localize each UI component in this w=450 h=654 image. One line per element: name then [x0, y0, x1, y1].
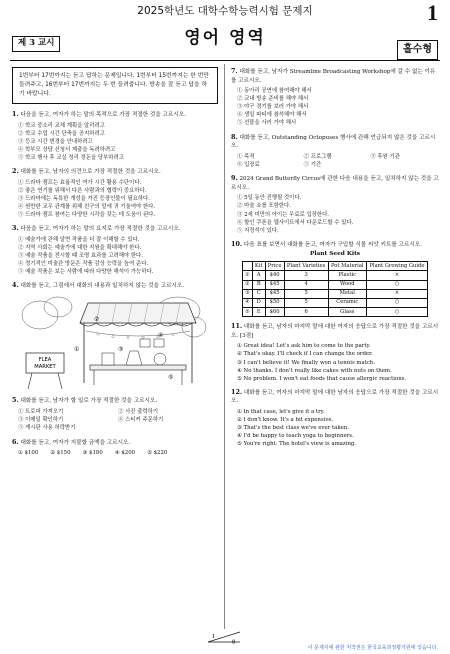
option[interactable]: ④ 입장료 — [237, 161, 260, 168]
question-6 — [12, 438, 218, 458]
table-cell: ② — [243, 280, 253, 289]
table-row[interactable] — [243, 271, 428, 280]
table-header-row — [243, 262, 428, 271]
table-cell: $60 — [265, 308, 284, 317]
option[interactable]: ⑤ 예술 작품은 보는 사람에 따라 다양한 해석이 가능하다. — [18, 269, 154, 276]
option[interactable]: ② 교내 방송 준비를 해야 해서 — [237, 96, 309, 103]
question-stem: 대화를 듣고, 여자가 지불할 금액을 고르시오. — [20, 439, 131, 446]
flea-market-drawing — [18, 293, 208, 391]
question-12 — [231, 388, 439, 449]
question-number: 9. — [231, 174, 238, 183]
question-number: 5. — [12, 396, 19, 405]
table-cell: A — [252, 271, 265, 280]
column-divider — [224, 64, 225, 629]
left-column — [12, 67, 218, 463]
table-cell: ○ — [366, 298, 427, 307]
question-number: 10. — [231, 239, 243, 248]
table-cell: Plastic — [328, 271, 366, 280]
question-number: 4. — [12, 281, 19, 290]
question-11 — [231, 322, 439, 383]
table-row[interactable] — [243, 298, 428, 307]
current-page: 1 — [212, 633, 216, 640]
table-header: Pot Material — [328, 262, 366, 271]
option[interactable]: ① 드라마 캠프는 효율적인 여가 시간 활용 수단이다. — [18, 179, 142, 186]
page-number: 1 — [427, 0, 438, 25]
header-divider — [10, 60, 440, 61]
option[interactable]: ③ 2세 미만의 아이는 무료로 입장한다. — [237, 211, 330, 218]
exam-title: 2025학년도 대학수학능력시험 문제지 — [137, 5, 313, 17]
option[interactable]: ⑤ 기간 — [303, 161, 322, 168]
question-10 — [231, 240, 439, 317]
question-number: 7. — [231, 67, 238, 75]
option[interactable]: ① 예술가에 관해 알면 작품을 더 잘 이해할 수 있다. — [18, 236, 140, 243]
option[interactable]: ③ That's the best class we've ever taken. — [237, 425, 349, 432]
table-cell: $45 — [265, 280, 284, 289]
question-stem: 다음 표를 보면서 대화를 듣고, 여자가 구입할 식물 씨앗 키트를 고르시오. — [243, 241, 422, 248]
table-cell: × — [366, 289, 427, 298]
option[interactable]: ③ I can't believe it! We finally won a tennis match. — [237, 359, 376, 366]
seed-kit-table — [242, 261, 428, 317]
question-8 — [231, 133, 439, 170]
option[interactable]: ⑤ $220 — [147, 450, 168, 457]
question-number: 12. — [231, 387, 243, 396]
question-number: 1. — [12, 109, 19, 118]
table-cell: 4 — [284, 280, 328, 289]
table-cell: 6 — [284, 308, 328, 317]
sign-text-line2: MARKET — [34, 364, 56, 371]
option[interactable]: ② 좋은 연기를 위해서 다른 사람과의 협력이 중요하다. — [18, 187, 147, 194]
option[interactable]: ③ $180 — [82, 450, 103, 457]
table-header: Plant Growing Guide — [366, 262, 427, 271]
figure-label: ④ — [158, 332, 164, 340]
question-1 — [12, 110, 218, 162]
exam-type-badge: 홀수형 — [397, 40, 438, 60]
option[interactable]: ① 동아리 공연에 참여해야 해서 — [237, 88, 312, 94]
question-5 — [12, 396, 218, 433]
option[interactable]: ② That's okay. I'll check if I can change the order. — [237, 351, 373, 358]
figure-label: ③ — [118, 346, 124, 354]
option[interactable]: ② 학교 수업 시간 단축을 공지하려고 — [18, 130, 105, 137]
table-cell: 5 — [284, 298, 328, 307]
session-badge: 제 3 교시 — [12, 36, 60, 52]
table-row[interactable] — [243, 289, 428, 298]
option[interactable]: ④ 생일 파티에 참석해야 해서 — [237, 112, 307, 119]
option[interactable]: ⑤ 선물을 사러 가야 해서 — [237, 120, 297, 127]
question-stem: 대화를 듣고, 그림에서 대화의 내용과 일치하지 않는 것을 고르시오. — [20, 283, 185, 290]
option[interactable]: ④ I'd be happy to teach yoga to beginners. — [237, 433, 354, 440]
table-cell: ④ — [243, 298, 253, 307]
question-9 — [231, 174, 439, 235]
table-cell: B — [252, 280, 265, 289]
table-header: Kit — [252, 262, 265, 271]
question-stem: 대화를 듣고, 남자가 할 일로 가장 적절한 것을 고르시오. — [20, 398, 158, 405]
table-cell: Ceramic — [328, 298, 366, 307]
option[interactable]: ② 마술 쇼를 포함한다. — [237, 203, 291, 210]
option[interactable]: ① 목적 — [237, 153, 255, 160]
option[interactable]: ② 사진 출력하기 — [118, 408, 159, 415]
option[interactable]: ⑤ 학교 행사 후 교실 정리 정돈을 당부하려고 — [18, 155, 124, 161]
option[interactable]: ① Great idea! Let's ask him to come to the party. — [237, 343, 371, 350]
figure-label: ① — [74, 346, 80, 354]
table-cell: ○ — [366, 308, 427, 317]
option[interactable]: ④ 할인 쿠폰을 웹사이트에서 다운로드할 수 있다. — [237, 219, 354, 226]
question-number: 8. — [231, 132, 238, 141]
table-header — [243, 262, 253, 271]
option[interactable]: ③ 드라마에는 독특한 개성을 가진 등장인물이 필요하다. — [18, 195, 150, 202]
table-row[interactable] — [243, 308, 428, 317]
figure-label: ② — [94, 316, 100, 324]
table-cell: ③ — [243, 289, 253, 298]
option[interactable]: ③ 예술 작품을 전시할 때 조명 효과를 고려해야 한다. — [18, 253, 143, 260]
question-stem: 대화를 듣고, 남자의 의견으로 가장 적절한 것을 고르시오. — [20, 169, 161, 176]
question-7 — [231, 67, 439, 128]
figure-label: ⑤ — [168, 374, 174, 382]
table-cell: Wood — [328, 280, 366, 289]
table-cell: × — [366, 271, 427, 280]
option[interactable]: ① 학교 중소리 교체 계획을 알리려고 — [18, 122, 105, 129]
option[interactable]: ① 5일 동안 진행될 것이다. — [237, 195, 302, 202]
option[interactable]: ⑤ 드라마 캠프 참여는 다양한 시각을 갖는 데 도움이 된다. — [18, 212, 156, 219]
question-stem: 다음을 듣고, 여자가 하는 말의 목적으로 가장 적절한 것을 고르시오. — [20, 111, 186, 118]
total-pages: 8 — [232, 638, 236, 644]
option[interactable]: ④ 스티커 주문하기 — [118, 417, 164, 424]
option[interactable]: ④ 학부모 상담 신청서 제출을 독려하려고 — [18, 146, 116, 153]
option[interactable]: ③ 후원 기관 — [370, 153, 400, 160]
option[interactable]: ② I don't know. It's a bit expensive. — [237, 416, 334, 423]
table-header: Price — [265, 262, 284, 271]
question-stem: 대화를 듣고, Outstanding Octopuses 행사에 관해 언급되지 않은 것을 고르시오. — [231, 134, 436, 150]
table-cell: $40 — [265, 271, 284, 280]
option[interactable]: ③ 등교 시간 변경을 안내하려고 — [18, 138, 93, 145]
table-cell: 5 — [284, 289, 328, 298]
right-column — [231, 67, 439, 453]
table-cell: $45 — [265, 289, 284, 298]
option[interactable]: ③ 야구 경기를 보러 가야 해서 — [237, 104, 309, 111]
option[interactable]: ④ 정기적인 미술관 방문은 작품 감상 능력을 높여 준다. — [18, 261, 149, 268]
option[interactable]: ④ 원만한 교우 관계를 위해 친구의 말에 귀 기울여야 한다. — [18, 204, 156, 211]
option[interactable]: ⑤ 지정석이 있다. — [237, 227, 279, 234]
listening-notice: 1번부터 17번까지는 듣고 답하는 문제입니다. 1번부터 15번까지는 한 번만 들려주고, 16번부터 17번까지는 두 번 들려줍니다. 방송을 잘 듣고 답을 하기 바랍니다. — [12, 67, 218, 104]
option[interactable]: ⑤ You're right. The hotel's view is amazing. — [237, 441, 357, 448]
question-2 — [12, 167, 218, 219]
sign-text-line1: FLEA — [38, 357, 52, 364]
option[interactable]: ① In that case, let's give it a try. — [237, 408, 325, 415]
table-cell: ① — [243, 271, 253, 280]
option[interactable]: ② $150 — [50, 450, 71, 457]
table-cell: 3 — [284, 271, 328, 280]
question-3 — [12, 224, 218, 276]
page-indicator — [206, 630, 242, 644]
option[interactable]: ① 트로피 가져오기 — [18, 408, 64, 415]
question-stem: 2024 Grand Butterfly Circus에 관한 다음 내용을 듣고, 일치하지 않는 것을 고르시오. — [231, 176, 439, 191]
question-number: 11. — [231, 322, 243, 331]
table-cell: ⑤ — [243, 308, 253, 317]
page-fraction — [206, 630, 242, 644]
table-title: Plant Seed Kits — [309, 251, 361, 258]
question-number: 2. — [12, 167, 19, 176]
table-header: Plant Varieties — [284, 262, 328, 271]
option[interactable]: ① $100 — [18, 450, 39, 457]
question-4 — [12, 281, 218, 391]
option[interactable]: ⑤ 게시판 사용 허락받기 — [18, 425, 76, 432]
copyright-notice: 이 문제지에 관한 저작권은 한국교육과정평가원에 있습니다. — [307, 645, 438, 651]
option[interactable]: ③ 이메일 확인하기 — [18, 417, 64, 424]
table-cell: C — [252, 289, 265, 298]
question-stem: 대화를 듣고, 남자의 마지막 말에 대한 여자의 응답으로 가장 적절한 것을 고르시오. [3점] — [231, 324, 439, 339]
question-number: 3. — [12, 224, 19, 233]
option[interactable]: ④ No thanks. I don't really like cakes with nuts on them. — [237, 367, 392, 374]
question-stem: 다음을 듣고, 여자가 하는 말의 요지로 가장 적절한 것을 고르시오. — [20, 226, 181, 233]
table-cell: ○ — [366, 280, 427, 289]
table-cell: E — [252, 308, 265, 317]
option[interactable]: ② 프로그램 — [303, 153, 332, 160]
question-number: 6. — [12, 437, 19, 446]
question-stem: 대화를 듣고, 남자가 Streamline Broadcasting Workshop에 갈 수 없는 이유를 고르시오. — [231, 69, 436, 84]
question-stem: 대화를 듣고, 여자의 마지막 말에 대한 남자의 응답으로 가장 적절한 것을 고르시오. — [231, 389, 439, 405]
option[interactable]: ⑤ No problem. I won't eat foods that cause allergic reactions. — [237, 375, 407, 382]
table-cell: Metal — [328, 289, 366, 298]
table-cell: $50 — [265, 298, 284, 307]
table-cell: D — [252, 298, 265, 307]
option[interactable]: ② 지역 사회는 예술가에 대한 지원을 확대해야 한다. — [18, 244, 142, 251]
flea-market-illustration — [18, 293, 208, 391]
table-row[interactable] — [243, 280, 428, 289]
subject-title: 영어 영역 — [184, 28, 266, 48]
option[interactable]: ④ $200 — [114, 450, 136, 457]
table-cell: Glass — [328, 308, 366, 317]
